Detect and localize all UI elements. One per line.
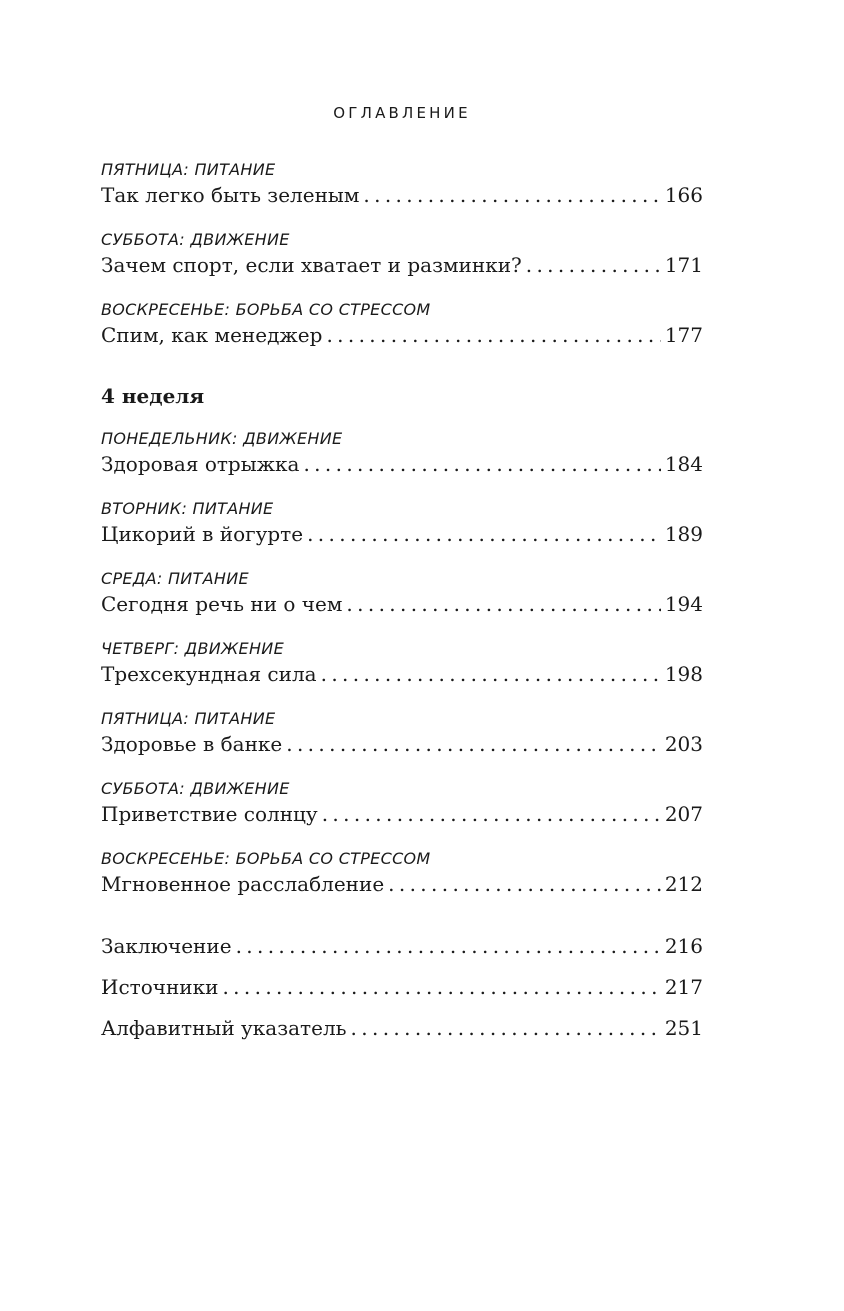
page-number: 198 [664, 662, 703, 686]
day-label: ПЯТНИЦА: ПИТАНИЕ [101, 160, 276, 179]
toc-title: Спим, как менеджер [101, 323, 323, 347]
toc-line[interactable] [101, 591, 703, 617]
toc-line[interactable] [101, 871, 703, 897]
day-label: ПЯТНИЦА: ПИТАНИЕ [101, 709, 276, 728]
week-heading: 4 неделя [101, 384, 205, 408]
dot-leader [236, 933, 661, 959]
day-label: ВТОРНИК: ПИТАНИЕ [101, 499, 274, 518]
toc-line[interactable] [101, 252, 703, 278]
toc-entry [101, 639, 703, 687]
toc-line[interactable] [101, 182, 703, 208]
page-number: 189 [664, 522, 703, 546]
page-number: 251 [664, 1016, 703, 1040]
toc-title: Приветствие солнцу [101, 802, 318, 826]
dot-leader [526, 252, 661, 278]
page-number: 207 [664, 802, 703, 826]
dot-leader [351, 1015, 661, 1041]
toc-title: Алфавитный указатель [101, 1016, 347, 1040]
toc-title: Здоровье в банке [101, 732, 283, 756]
page-number: 217 [664, 975, 703, 999]
dot-leader [363, 182, 660, 208]
toc-entry [101, 709, 703, 757]
toc-entry [101, 230, 703, 278]
dot-leader [222, 974, 660, 1000]
toc-title: Зачем спорт, если хватает и разминки? [101, 253, 522, 277]
toc-line[interactable] [101, 451, 703, 477]
dot-leader [326, 322, 660, 348]
page-number: 203 [664, 732, 703, 756]
toc-line[interactable] [101, 731, 703, 757]
toc-title: Трехсекундная сила [101, 662, 317, 686]
toc-entry [101, 569, 703, 617]
toc-line[interactable] [101, 801, 703, 827]
day-label: ВОСКРЕСЕНЬЕ: БОРЬБА СО СТРЕССОМ [101, 849, 431, 868]
dot-leader [346, 591, 660, 617]
toc-title: Цикорий в йогурте [101, 522, 304, 546]
dot-leader [388, 871, 661, 897]
dot-leader [321, 661, 661, 687]
toc-line[interactable] [101, 1015, 703, 1041]
page-number: 166 [664, 183, 703, 207]
page-number: 212 [664, 872, 703, 896]
toc-entry [101, 849, 703, 897]
dot-leader [286, 731, 661, 757]
toc-title: Источники [101, 975, 219, 999]
toc-entry-sources [101, 974, 703, 1000]
page-number: 177 [664, 323, 703, 347]
dot-leader [307, 521, 661, 547]
day-label: ВОСКРЕСЕНЬЕ: БОРЬБА СО СТРЕССОМ [101, 300, 431, 319]
page-title: ОГЛАВЛЕНИЕ [333, 104, 471, 122]
toc-title: Мгновенное расслабление [101, 872, 385, 896]
toc-line[interactable] [101, 521, 703, 547]
day-label: СУББОТА: ДВИЖЕНИЕ [101, 230, 290, 249]
day-label: ПОНЕДЕЛЬНИК: ДВИЖЕНИЕ [101, 429, 343, 448]
toc-title: Здоровая отрыжка [101, 452, 300, 476]
toc-title: Заключение [101, 934, 232, 958]
toc-title: Так легко быть зеленым [101, 183, 360, 207]
toc-entry [101, 429, 703, 477]
toc-entry [101, 499, 703, 547]
day-label: СУББОТА: ДВИЖЕНИЕ [101, 779, 290, 798]
day-label: СРЕДА: ПИТАНИЕ [101, 569, 249, 588]
page-number: 194 [664, 592, 703, 616]
page-number: 216 [664, 934, 703, 958]
toc-entry [101, 779, 703, 827]
dot-leader [322, 801, 661, 827]
toc-line[interactable] [101, 322, 703, 348]
toc-line[interactable] [101, 661, 703, 687]
day-label: ЧЕТВЕРГ: ДВИЖЕНИЕ [101, 639, 284, 658]
toc-entry-conclusion [101, 933, 703, 959]
page-number: 171 [664, 253, 703, 277]
toc-entry-index [101, 1015, 703, 1041]
page-number: 184 [664, 452, 703, 476]
toc-entry [101, 300, 703, 348]
toc-entry [101, 160, 703, 208]
toc-line[interactable] [101, 933, 703, 959]
toc-title: Сегодня речь ни о чем [101, 592, 343, 616]
toc-line[interactable] [101, 974, 703, 1000]
dot-leader [303, 451, 660, 477]
